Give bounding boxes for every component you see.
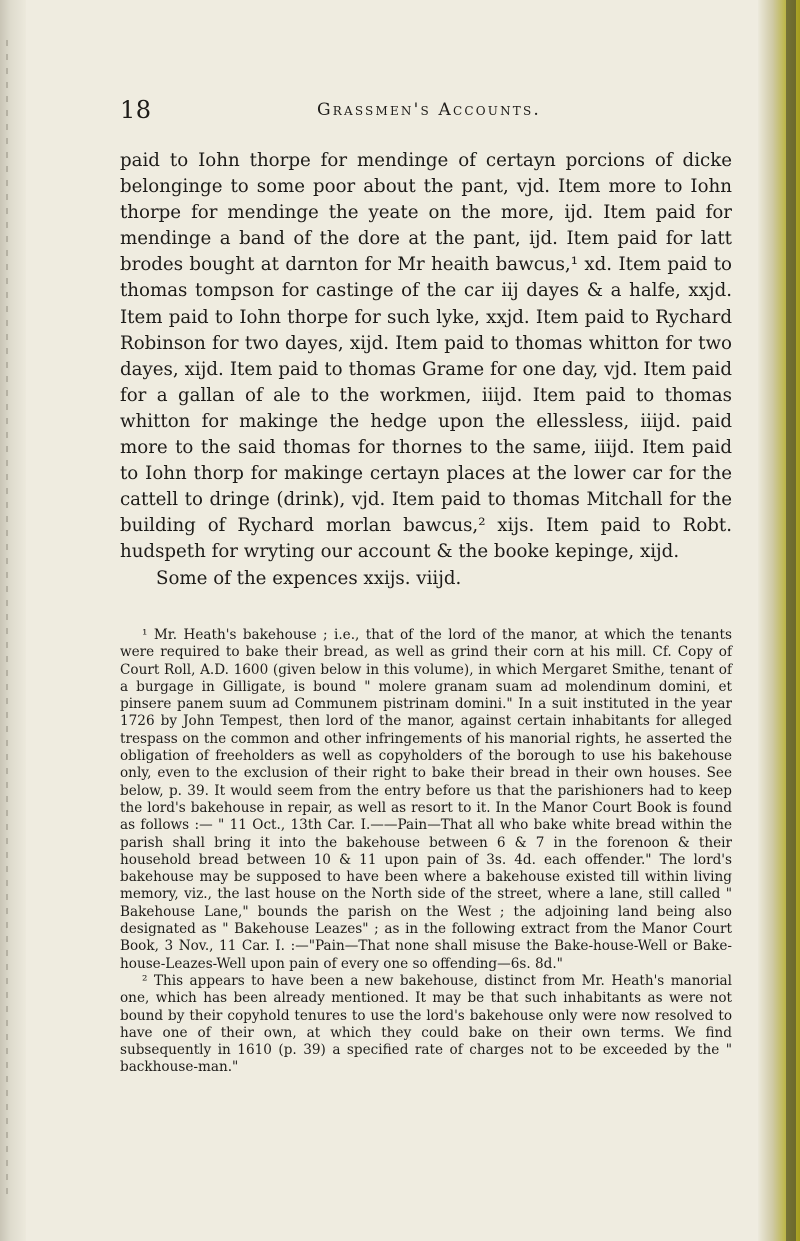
right-page-edge [758,0,800,1241]
footnote-1: ¹ Mr. Heath's bakehouse ; i.e., that of the lord of the manor, at which the tenants were required to bake their bread, as well as grind their corn at his mill. Cf. Copy of Court Roll, A.D. 1600 (given below in this volume), in which Mergaret Smithe, tenant of a burgage in Gilligate, is bound " molere granam suam ad molendinum domini, et pinsere panem suum ad Communem pistrinam domini." In a suit instituted in the year 1726 by John Tempest, then lord of the manor, against certain inhabitants for alleged trespass on the common and other infringements of his manorial rights, he asserted the obligation of freeholders as well as copyholders of the borough to use his bakehouse only, even to the exclusion of their right to bake their bread in their own houses. See below, p. 39. It would seem from the entry before us that the parishioners had to keep the lord's bakehouse in repair, as well as resort to it. In the Manor Court Book is found as follows :— " 11 Oct., 13th Car. I.——Pain—That all who bake white bread within the parish shall bring it into the bakehouse between 6 & 7 in the forenoon & their household bread between 10 & 11 upon pain of 3s. 4d. each offender." The lord's bakehouse may be supposed to have been where a bakehouse existed till within living memory, viz., the last house on the North side of the street, where a lane, still called " Bakehouse Lane," bounds the parish on the West ; the adjoining land being also designated as " Bakehouse Leazes" ; as in the following extract from the Manor Court Book, 3 Nov., 11 Car. I. :—"Pain—That none shall misuse the Bake-house-Well or Bake-house-Leazes-Well upon pain of every one so offending—6s. 8d." [120,627,732,972]
footnote-2: ² This appears to have been a new bakehouse, distinct from Mr. Heath's manorial one, which has been already mentioned. It may be that such inhabitants as were not bound by their copyhold tenures to use the lord's bakehouse only were now resolved to have one of their own, at which they could bake on their own terms. We find subsequently in 1610 (p. 39) a specified rate of charges not to be exceeded by the " backhouse-man." [120,972,732,1076]
account-paragraph: paid to Iohn thorpe for mendinge of certayn porcions of dicke belonginge to some poor about the pant, vjd. Item more to Iohn thorpe for mendinge the yeate on the more, ijd. Item paid for mendinge a band of the dore at the pant, ijd. Item paid for latt brodes bought at darnton for Mr heaith bawcus,¹ xd. Item paid to thomas tompson for castinge of the car iij dayes & a halfe, xxjd. Item paid to Iohn thorpe for such lyke, xxjd. Item paid to Rychard Robinson for two dayes, xijd. Item paid to thomas whitton for two dayes, xijd. Item paid to thomas Grame for one day, vjd. Item paid for a gallan of ale to the workmen, iiijd. Item paid to thomas whitton for makinge the hedge upon the ellessless, iiijd. paid more to the said thomas for thornes to the same, iiijd. Item paid to Iohn thorp for makinge certayn places at the lower car for the cattell to dringe (drink), vjd. Item paid to thomas Mitchall for the building of Rychard morlan bawcus,² xijs. Item paid to Robt. hudspeth for wryting our account & the booke kepinge, xijd. [120,150,732,563]
book-page [120,0,738,1241]
expences-total-line: Some of the expences xxijs. viijd. [156,567,462,589]
left-binding-edge [0,0,26,1241]
page-number: 18 [120,96,152,124]
page-header [120,96,738,126]
main-text [120,148,732,592]
running-head: Grassmen's Accounts. [316,100,542,120]
footnotes [120,627,732,1077]
